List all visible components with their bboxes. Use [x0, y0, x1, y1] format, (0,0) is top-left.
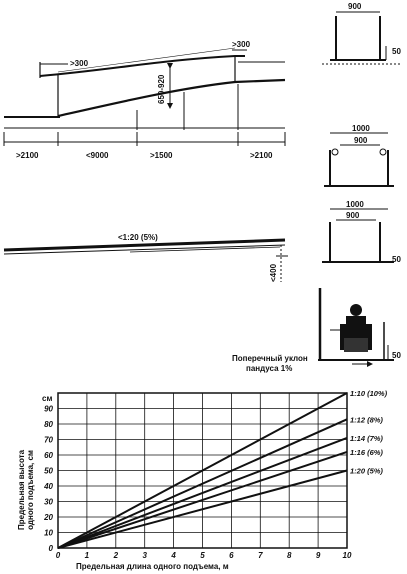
chart-series-label: 1:16 (6%) — [350, 447, 383, 457]
chart-series-label: 1:14 (7%) — [350, 433, 383, 443]
chart-ylabel-line1: Предельная высота — [17, 449, 26, 531]
s4-edge: 50 — [392, 351, 401, 360]
s3-edge: 50 — [392, 255, 401, 264]
chart-y-tick: 70 — [44, 435, 53, 445]
chart-x-tick: 7 — [258, 551, 263, 560]
chart-x-tick: 9 — [315, 551, 321, 560]
s2-inner: 900 — [354, 136, 368, 145]
chart-y-tick: 10 — [44, 528, 53, 538]
s3-inner: 900 — [346, 211, 360, 220]
bottom-dim-1: >2100 — [16, 151, 39, 160]
chart-x-tick: 10 — [342, 551, 352, 560]
cross-slope-line1: Поперечный уклон — [232, 354, 308, 363]
bottom-dim-2: <9000 — [86, 151, 109, 160]
s3-outer: 1000 — [346, 200, 364, 209]
chart-x-tick: 3 — [142, 551, 147, 560]
chart-y-tick: 40 — [44, 482, 53, 491]
top-left-dim: >300 — [70, 59, 89, 68]
chart-ylabel-group — [17, 449, 35, 530]
chart-y-tick: 30 — [44, 497, 53, 507]
s2-outer: 1000 — [352, 124, 370, 133]
chart-x-tick: 0 — [55, 551, 61, 560]
slope-label: <1:20 (5%) — [118, 233, 158, 242]
ramp-side-view — [4, 240, 288, 282]
chart-y-tick: 20 — [44, 513, 53, 522]
chart-y-tick: 60 — [44, 451, 53, 460]
chart-series-label: 1:12 (8%) — [350, 415, 383, 425]
chart-y-tick: 80 — [44, 420, 53, 429]
cross-slope-line2: пандуса 1% — [246, 364, 293, 373]
chart-y-tick: 90 — [44, 404, 53, 414]
chart-y-tick: 50 — [44, 466, 53, 476]
chart-x-tick: 5 — [200, 551, 205, 560]
chart-x-tick: 4 — [171, 551, 176, 560]
bottom-dim-4: >2100 — [250, 151, 273, 160]
chart-x-tick: 8 — [286, 551, 292, 560]
height-dim: 650-920 — [157, 74, 166, 104]
ramp-profile — [4, 48, 285, 146]
chart-xlabel: Предельная длина одного подъема, м — [76, 562, 229, 571]
chart-x-tick: 2 — [113, 551, 119, 560]
chart-series-label: 1:10 (10%) — [350, 389, 388, 398]
chart-series-label: 1:20 (5%) — [350, 466, 383, 476]
chart-y-tick: 0 — [48, 544, 53, 553]
chart-x-tick: 6 — [229, 551, 234, 560]
chart-unit-label: см — [42, 394, 53, 403]
wheelchair-user-icon — [340, 304, 372, 352]
s1-width: 900 — [348, 2, 362, 11]
bottom-dim-3: >1500 — [150, 151, 173, 160]
top-right-dim: >300 — [232, 40, 251, 49]
s1-edge: 50 — [392, 47, 401, 56]
chart-ylabel-line2: одного подъема, см — [26, 450, 35, 530]
side-height-dim: <400 — [269, 263, 278, 282]
chart-x-tick: 1 — [84, 551, 90, 560]
slope-chart — [43, 389, 388, 560]
section-1 — [322, 12, 400, 64]
